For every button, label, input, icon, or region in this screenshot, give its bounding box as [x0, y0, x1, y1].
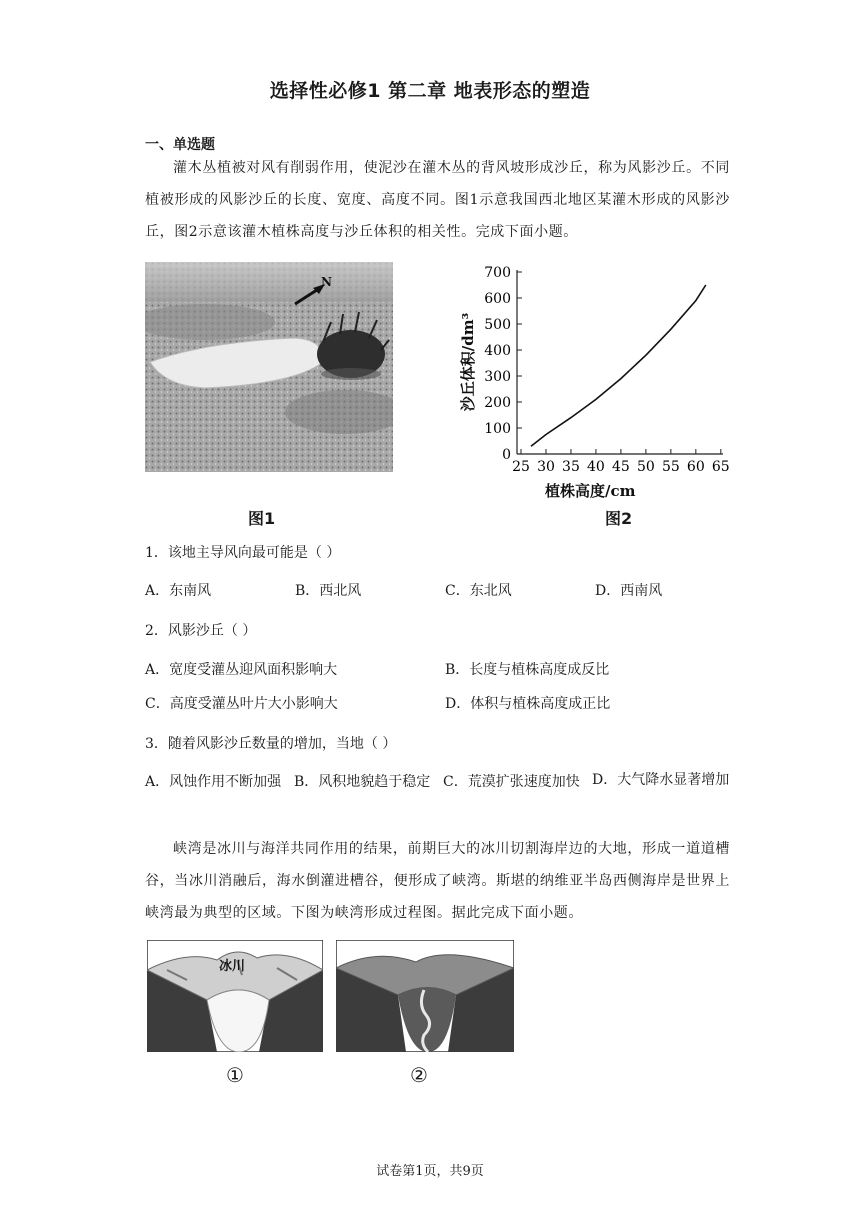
fjord-diagram-1: [147, 940, 323, 1052]
q1-option-b: B．西北风: [295, 583, 362, 599]
passage-2: 峡湾是冰川与海洋共同作用的结果，前期巨大的冰川切割海岸边的大地，形成一道道槽谷，当冰川消融后，海水倒灌进槽谷，便形成了峡湾。斯堪的纳维亚半岛西侧海岸是世界上峡湾最为典型的区域。下图为峡湾形成过程图。据此完成下面小题。: [145, 841, 730, 921]
x-tick-label: 30: [537, 459, 555, 475]
y-tick-label: 100: [484, 421, 511, 437]
q1-option-a: A．东南风: [145, 583, 212, 599]
x-tick-label: 65: [711, 459, 730, 475]
q2-option-a: A．宽度受灌丛迎风面积影响大: [145, 662, 338, 678]
y-tick-label: 700: [484, 265, 511, 281]
series-line: [531, 285, 706, 446]
q3-option-c: C．荒漠扩张速度加快: [443, 774, 580, 790]
q3-option-a: A．风蚀作用不断加强: [145, 774, 282, 790]
y-tick-label: 600: [484, 291, 511, 307]
x-axis-label: 植株高度/cm: [545, 482, 636, 500]
q2-option-d: D．体积与植株高度成正比: [445, 696, 611, 712]
y-axis-label: 沙丘体积/dm³: [459, 312, 477, 412]
y-tick-label: 200: [484, 395, 511, 411]
q2-option-c: C．高度受灌丛叶片大小影响大: [145, 696, 338, 712]
x-tick-label: 40: [587, 459, 605, 475]
y-tick-label: 0: [502, 447, 511, 463]
question-1-stem: 1．该地主导风向最可能是（ ）: [145, 545, 341, 561]
page-title: 选择性必修1 第二章 地表形态的塑造: [269, 80, 591, 102]
figure-1-photo: [145, 262, 393, 472]
x-tick-label: 25: [512, 459, 530, 475]
section-heading: 一、单选题: [145, 137, 215, 153]
diagram-1-marker: ①: [226, 1063, 244, 1087]
page-footer: 试卷第1页，共9页: [376, 1164, 484, 1179]
x-tick-label: 35: [562, 459, 580, 475]
y-tick-label: 300: [484, 369, 511, 385]
x-tick-label: 55: [661, 459, 680, 475]
diagram-2-marker: ②: [410, 1063, 428, 1087]
q3-option-b: B．风积地貌趋于稳定: [294, 774, 431, 790]
y-tick-label: 400: [484, 343, 511, 359]
fjord-diagram-2: [336, 940, 514, 1052]
x-tick-label: 45: [611, 459, 630, 475]
glacier-label: 冰川: [219, 959, 246, 974]
q1-option-d: D．西南风: [595, 583, 663, 599]
figure-1-caption: 图1: [248, 509, 276, 528]
y-tick-label: 500: [484, 317, 511, 333]
x-tick-label: 50: [636, 459, 655, 475]
figure-2-caption: 图2: [605, 509, 633, 528]
north-arrow-label: N: [321, 275, 332, 289]
q1-option-c: C．东北风: [445, 583, 512, 599]
figure-2-chart: [455, 262, 735, 502]
x-tick-label: 60: [686, 459, 705, 475]
question-3-stem: 3．随着风影沙丘数量的增加，当地（ ）: [145, 736, 397, 752]
question-2-stem: 2．风影沙丘（ ）: [145, 623, 257, 639]
q2-option-b: B．长度与植株高度成反比: [445, 662, 610, 678]
passage-1: 灌木丛植被对风有削弱作用，使泥沙在灌木丛的背风坡形成沙丘，称为风影沙丘。不同植被形成的风影沙丘的长度、宽度、高度不同。图1示意我国西北地区某灌木形成的风影沙丘，图2示意该灌木植株高度与沙丘体积的相关性。完成下面小题。: [145, 160, 730, 240]
q3-option-d: D．大气降水显著增加: [592, 772, 730, 788]
